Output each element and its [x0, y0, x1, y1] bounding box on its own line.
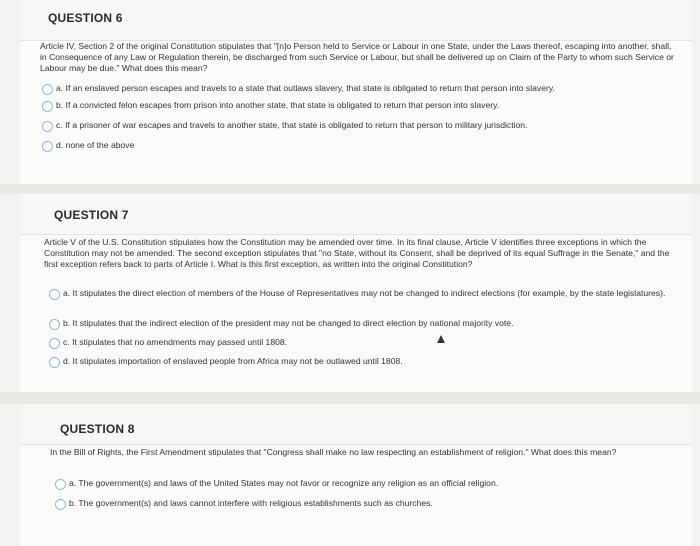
question-6-choice-b[interactable] — [42, 100, 682, 112]
question-7-choice-a[interactable] — [49, 288, 672, 300]
radio-button[interactable] — [42, 141, 53, 152]
question-7-choice-c[interactable] — [49, 337, 672, 349]
question-8-choice-a[interactable] — [55, 478, 670, 490]
question-6-choice-c[interactable] — [42, 120, 682, 132]
question-8-text: In the Bill of Rights, the First Amendment stipulates that "Congress shall make no law respecting an establishment of religion." What does this mean? — [50, 447, 617, 457]
choice-label: b. The government(s) and laws cannot interfere with religious establishments such as churches. — [69, 498, 433, 508]
question-7-card — [20, 194, 692, 392]
question-7-choice-b[interactable] — [49, 318, 672, 330]
choice-label: d. none of the above — [56, 140, 135, 150]
choice-label: c. If a prisoner of war escapes and travels to another state, that state is obligated to return that person to military jurisdiction. — [56, 120, 528, 130]
question-6-card — [20, 0, 692, 184]
choice-label: d. It stipulates importation of enslaved people from Africa may not be outlawed until 1808. — [63, 356, 403, 366]
question-separator — [0, 184, 700, 194]
question-8-card — [20, 404, 692, 546]
question-7-title: QUESTION 7 — [54, 208, 129, 222]
question-6-choice-d[interactable] — [42, 140, 682, 152]
question-separator — [0, 392, 700, 404]
question-6-title: QUESTION 6 — [48, 11, 123, 25]
radio-button[interactable] — [42, 84, 53, 95]
choice-label: a. It stipulates the direct election of members of the House of Representatives may not be changed to indirect elections (for example, by the state legislatures). — [63, 288, 666, 298]
choice-label: a. If an enslaved person escapes and travels to a state that outlaws slavery, that state is obligated to return that person into slavery. — [56, 83, 555, 93]
choice-label: a. The government(s) and laws of the United States may not favor or recognize any religion as an official religion. — [69, 478, 499, 488]
radio-button[interactable] — [55, 499, 66, 510]
choice-label: b. It stipulates that the indirect election of the president may not be changed to direct election by national majority vote. — [63, 318, 514, 328]
radio-button[interactable] — [49, 289, 60, 300]
question-8-title: QUESTION 8 — [60, 422, 135, 436]
radio-button[interactable] — [55, 479, 66, 490]
question-7-choice-d[interactable] — [49, 356, 672, 368]
question-6-choice-a[interactable] — [42, 83, 682, 95]
choice-label: c. It stipulates that no amendments may passed until 1808. — [63, 337, 288, 347]
question-7-text: Article V of the U.S. Constitution stipulates how the Constitution may be amended over time. In its final clause, Article V identifies three exceptions in which the Constitution may not be amended. The second exception stipulates that "no State, without its Consent, shall be deprived of its equal Suffrage in the Senate," and the first exception refers back to parts of Article I. What is this first exception, as written into the original Constitution? — [44, 237, 670, 269]
question-6-text: Article IV, Section 2 of the original Constitution stipulates that "[n]o Person held to Service or Labour in one State, under the Laws thereof, escaping into another, shall, in Consequence of any Law or Regulation therein, be discharged from such Service or Labour, but shall be delivered up on Claim of the Party to whom such Service or Labour may be due." What does this mean? — [40, 41, 674, 73]
choice-label: b. If a convicted felon escapes from prison into another state, that state is obligated to return that person into slavery. — [56, 100, 500, 110]
mouse-cursor-icon — [437, 335, 445, 343]
question-8-choice-b[interactable] — [55, 498, 670, 510]
radio-button[interactable] — [42, 121, 53, 132]
radio-button[interactable] — [49, 338, 60, 349]
radio-button[interactable] — [49, 319, 60, 330]
radio-button[interactable] — [42, 101, 53, 112]
radio-button[interactable] — [49, 357, 60, 368]
